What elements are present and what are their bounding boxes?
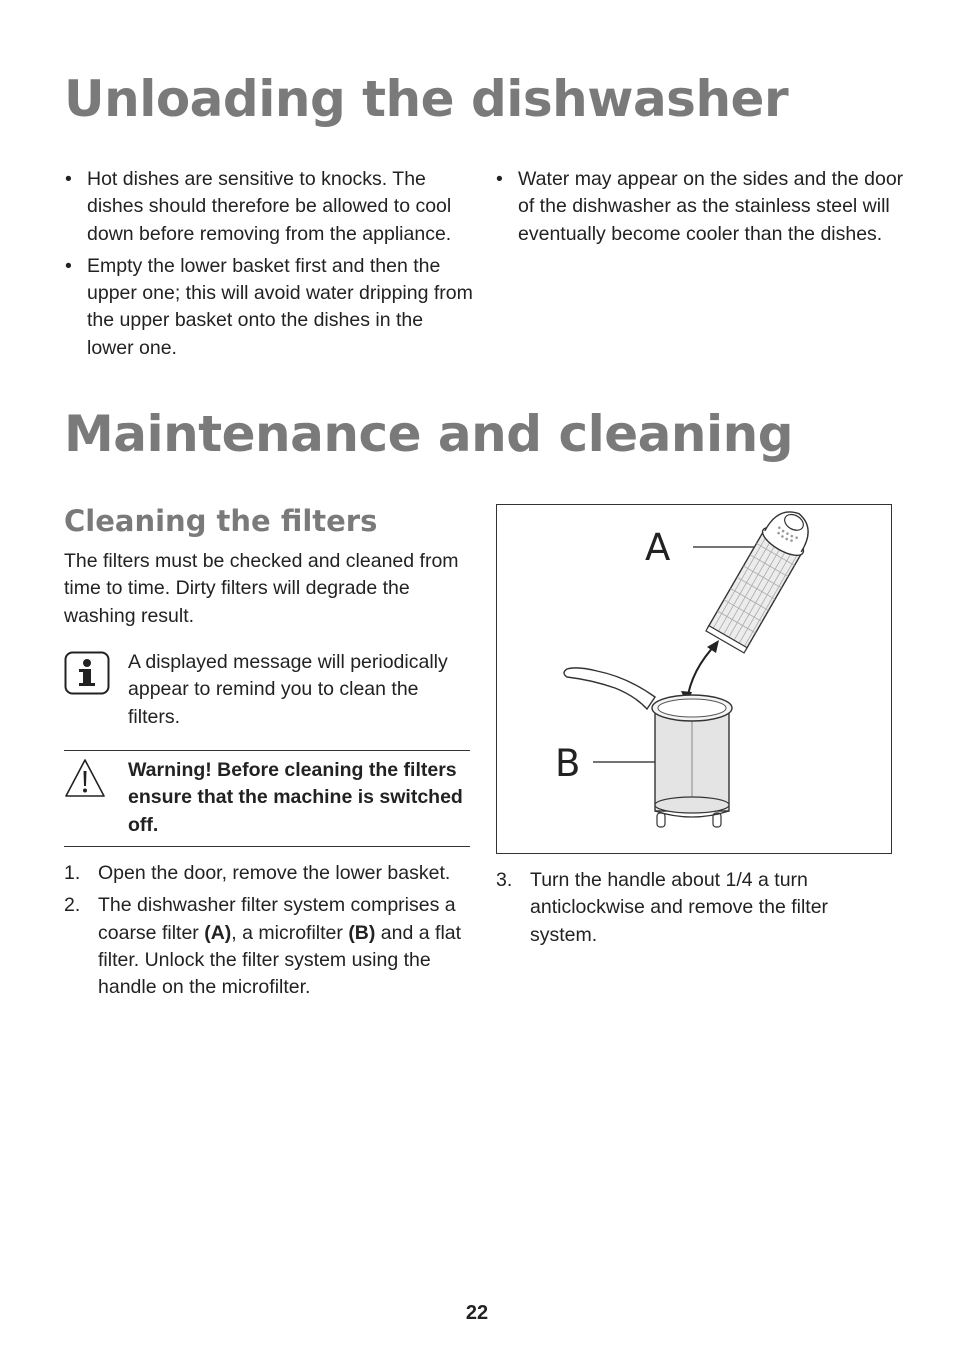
filter-b-ref: (B) <box>348 921 376 944</box>
bullet-text: Hot dishes are sensitive to knocks. The dishes should therefore be allowed to cool down before removing from the appliance. <box>87 168 452 245</box>
label-a: A <box>645 526 671 569</box>
list-item <box>64 253 474 362</box>
unloading-left-list <box>64 166 474 367</box>
step-number: 1. <box>64 862 81 884</box>
divider <box>64 750 470 751</box>
step-text: Open the door, remove the lower basket. <box>98 862 451 884</box>
info-note: A displayed message will periodically appear to remind you to clean the filters. <box>128 651 448 728</box>
label-b: B <box>555 742 581 785</box>
step-item <box>64 892 474 1001</box>
step-item <box>496 867 896 949</box>
step-text-post: and a flat filter. Unlock the filter system using the handle on the microfilter. <box>98 921 462 999</box>
filter-drawing <box>497 505 893 855</box>
step-number: 3. <box>496 869 513 891</box>
section-heading-cleaning-filters: Cleaning the filters <box>64 504 378 538</box>
step-text: Turn the handle about 1/4 a turn anticlockwise and remove the filter system. <box>530 869 829 946</box>
steps-list-left <box>64 860 474 1006</box>
step-text-pre: The dishwasher filter system comprises a coarse filter <box>98 894 456 944</box>
filter-illustration <box>496 504 892 854</box>
list-item <box>64 166 474 248</box>
intro-paragraph: The filters must be checked and cleaned from time to time. Dirty filters will degrade the washing result. <box>64 550 459 627</box>
step-text-mid: , a microfilter <box>231 921 349 944</box>
warning-triangle-icon <box>63 757 107 799</box>
step-item <box>64 860 474 887</box>
bullet-text: Empty the lower basket first and then the upper one; this will avoid water dripping from the upper basket onto the dishes in the lower one. <box>87 254 473 359</box>
divider <box>64 846 470 847</box>
steps-list-right <box>496 867 896 954</box>
page-number: 22 <box>465 1302 489 1324</box>
page-title-unloading: Unloading the dishwasher <box>64 70 789 128</box>
warning-text: Warning! Before cleaning the filters ensure that the machine is switched off. <box>128 759 463 836</box>
unloading-right-list <box>495 166 905 253</box>
page-title-maintenance: Maintenance and cleaning <box>64 405 794 463</box>
filter-a-ref: (A) <box>204 921 232 944</box>
bullet-text: Water may appear on the sides and the door of the dishwasher as the stainless steel will eventually become cooler than the dishes. <box>518 168 904 245</box>
bullet-icon: • <box>65 168 72 190</box>
bullet-icon: • <box>496 168 503 190</box>
info-icon <box>64 651 110 695</box>
step-number: 2. <box>64 894 81 917</box>
bullet-icon: • <box>65 254 72 277</box>
list-item <box>495 166 905 248</box>
